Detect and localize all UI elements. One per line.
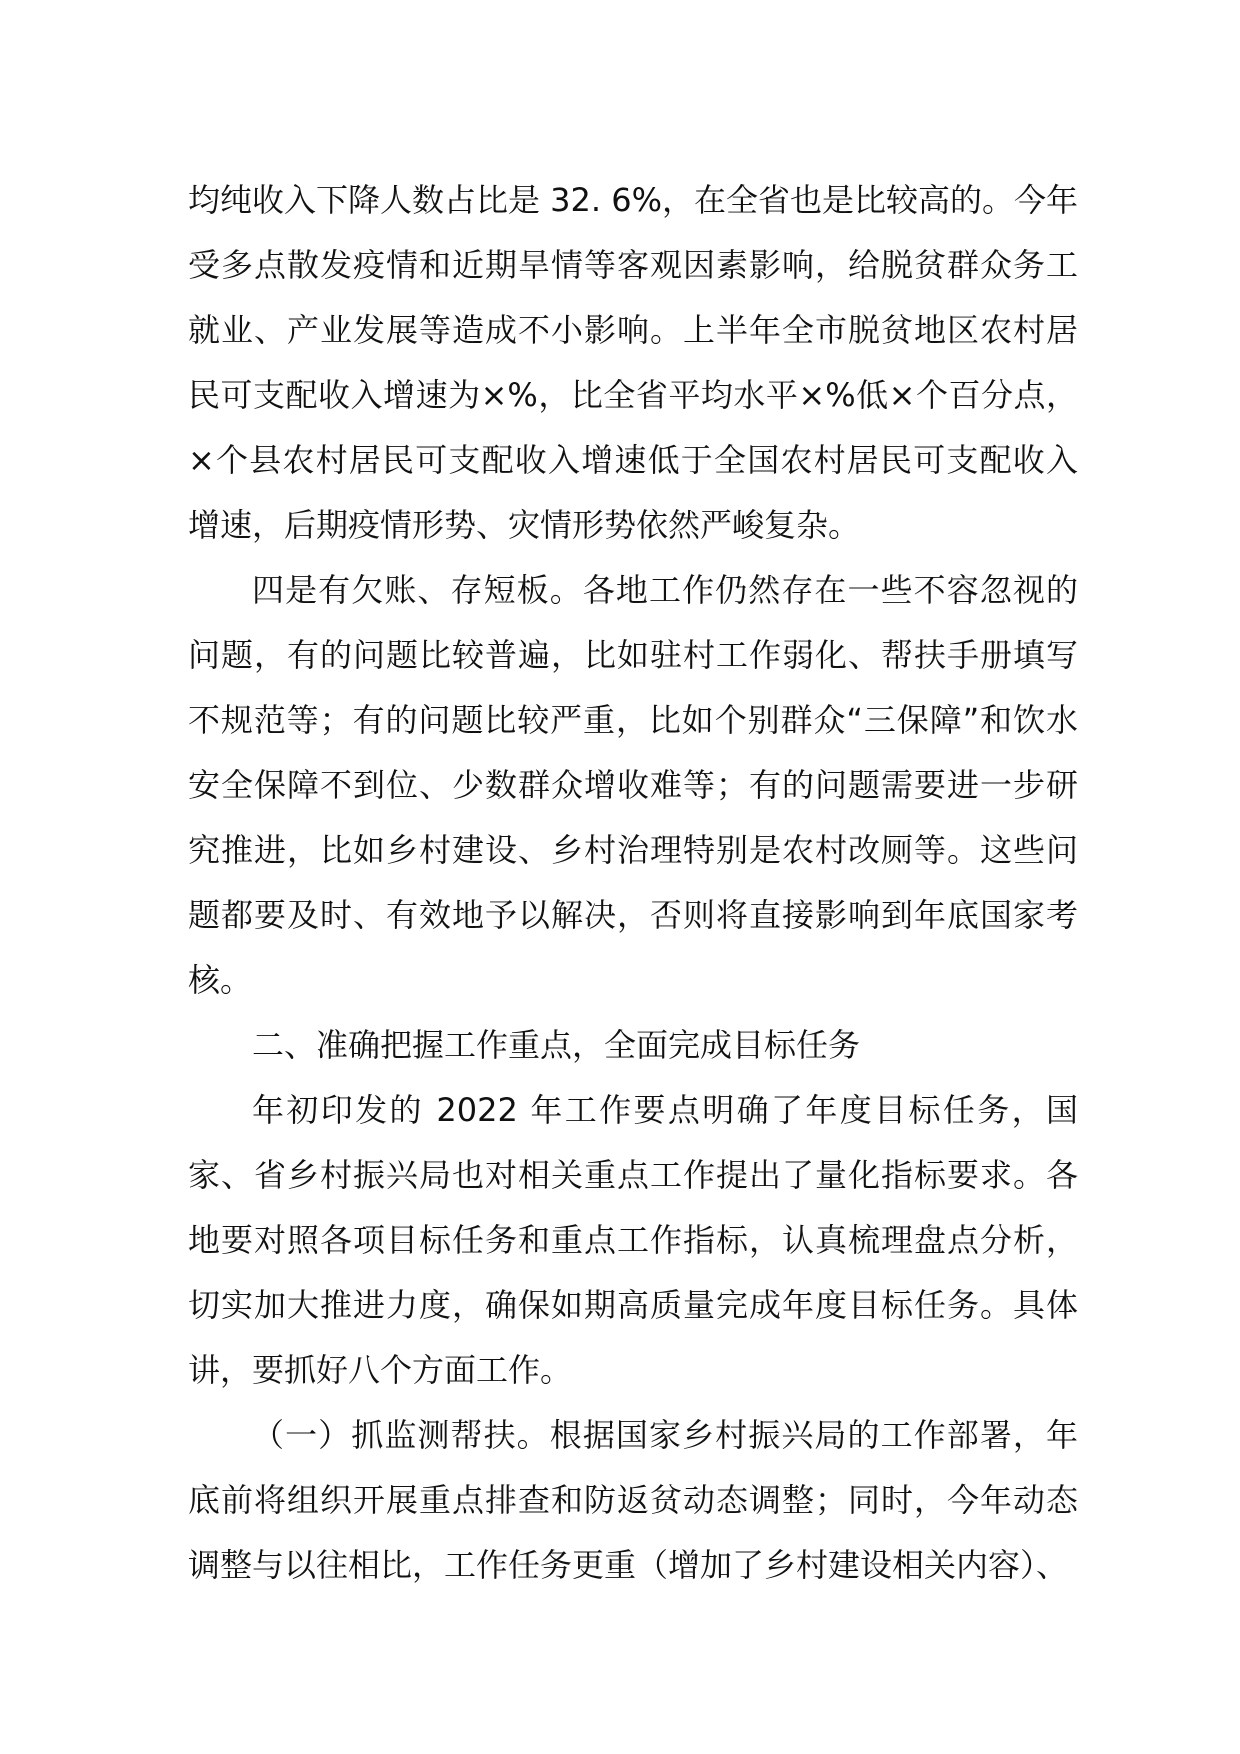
document-body <box>188 168 1078 1598</box>
paragraph-monitoring-assistance: （一）抓监测帮扶。根据国家乡村振兴局的工作部署，年底前将组织开展重点排查和防返贫动态调整；同时，今年动态调整与以往相比，工作任务更重（增加了乡村建设相关内容）、 <box>188 1416 1078 1584</box>
section-heading-work-priorities: 二、准确把握工作重点，全面完成目标任务 <box>252 1026 861 1064</box>
paragraph-income-decline: 均纯收入下降人数占比是 32. 6%，在全省也是比较高的。今年受多点散发疫情和近期旱情等客观因素影响，给脱贫群众务工就业、产业发展等造成不小影响。上半年全市脱贫地区农村居民可支配收入增速为×%，比全省平均水平×%低×个百分点，×个县农村居民可支配收入增速低于全国农村居民可支配收入增速，后期疫情形势、灾情形势依然严峻复杂。 <box>188 181 1079 544</box>
paragraph-annual-targets: 年初印发的 2022 年工作要点明确了年度目标任务，国家、省乡村振兴局也对相关重点工作提出了量化指标要求。各地要对照各项目标任务和重点工作指标，认真梳理盘点分析，切实加大推进力度，确保如期高质量完成年度目标任务。具体讲，要抓好八个方面工作。 <box>188 1091 1078 1389</box>
paragraph-shortcomings: 四是有欠账、存短板。各地工作仍然存在一些不容忽视的问题，有的问题比较普遍，比如驻村工作弱化、帮扶手册填写不规范等；有的问题比较严重，比如个别群众“三保障”和饮水安全保障不到位、少数群众增收难等；有的问题需要进一步研究推进，比如乡村建设、乡村治理特别是农村改厕等。这些问题都要及时、有效地予以解决，否则将直接影响到年底国家考核。 <box>188 571 1078 999</box>
